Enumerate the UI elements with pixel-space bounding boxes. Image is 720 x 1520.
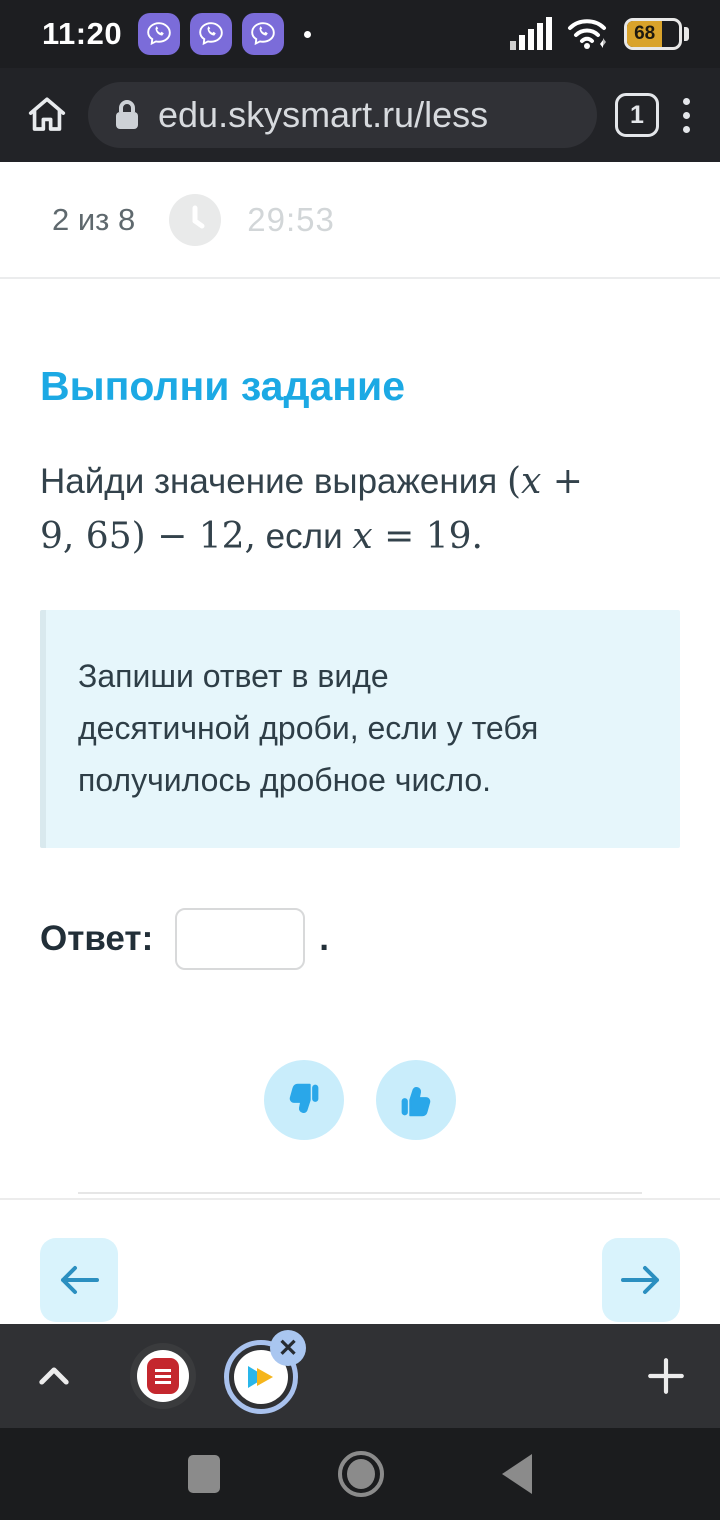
browser-menu-button[interactable]: [677, 92, 696, 139]
thumbs-down-button[interactable]: [264, 1060, 344, 1140]
chevron-up-icon: [36, 1365, 72, 1387]
play-games-shortcut[interactable]: [222, 1336, 302, 1416]
doc-app-icon: [137, 1350, 189, 1402]
arrow-left-icon: [55, 1260, 103, 1300]
hint-box: [40, 610, 680, 848]
previous-task-button[interactable]: [40, 1238, 118, 1322]
timer-value: 29:53: [247, 200, 335, 238]
status-clock: 11:20: [42, 16, 123, 51]
answer-row: [40, 908, 680, 970]
status-bar: [0, 0, 720, 68]
bottom-app-bar: [0, 1324, 720, 1428]
task-navigation: [0, 1198, 720, 1324]
signal-strength-icon: [510, 17, 552, 51]
notification-dot-icon: [304, 31, 311, 38]
close-bubble-button[interactable]: ✕: [270, 1330, 306, 1366]
timer-clock-icon: [169, 194, 221, 246]
web-page: [0, 162, 720, 1324]
new-tab-plus-button[interactable]: [642, 1352, 690, 1400]
home-button[interactable]: [24, 92, 70, 138]
lock-icon: [114, 99, 140, 131]
next-task-button[interactable]: [602, 1238, 680, 1322]
recents-button[interactable]: [188, 1455, 220, 1493]
feedback-buttons: [40, 1060, 680, 1140]
viber-notification-icon: [138, 13, 180, 55]
url-bar[interactable]: [88, 82, 597, 148]
answer-label: Ответ:: [40, 919, 154, 958]
phone-bubble-icon: [249, 20, 277, 48]
hint-text: Запиши ответ в виде: [78, 658, 389, 694]
back-button[interactable]: [502, 1454, 532, 1494]
quiz-header: [0, 162, 720, 279]
task-content: [0, 279, 720, 1194]
viber-notification-icon: [242, 13, 284, 55]
arrow-right-icon: [617, 1260, 665, 1300]
notification-icons: [138, 13, 311, 55]
phone-bubble-icon: [145, 20, 173, 48]
thumbs-down-icon: [281, 1077, 327, 1123]
thumbs-up-button[interactable]: [376, 1060, 456, 1140]
task-line-2: 9, 65) − 12, если x = 19.: [40, 516, 483, 557]
thumbs-up-icon: [393, 1077, 439, 1123]
task-text: [40, 454, 680, 564]
battery-icon: [624, 17, 690, 51]
hint-text: десятичной дроби, если у тебя: [78, 710, 539, 746]
content-divider: [78, 1192, 642, 1194]
collapse-bar-button[interactable]: [30, 1352, 78, 1400]
answer-input[interactable]: [175, 908, 305, 970]
wifi-icon: [566, 16, 610, 52]
tab-switcher-button[interactable]: [615, 93, 659, 137]
android-navigation-bar: [0, 1428, 720, 1520]
phone-bubble-icon: [197, 20, 225, 48]
url-text: edu.skysmart.ru/less: [158, 94, 489, 135]
task-progress: 2 из 8: [52, 201, 136, 237]
tab-count: 1: [630, 100, 644, 129]
plus-icon: [645, 1355, 687, 1397]
doc-app-shortcut[interactable]: [130, 1343, 196, 1409]
page-title: Выполни задание: [40, 363, 406, 409]
task-line-1: Найди значение выражения (x +: [40, 461, 583, 502]
viber-notification-icon: [190, 13, 232, 55]
battery-level: 68: [634, 23, 656, 44]
answer-suffix: .: [319, 919, 329, 958]
android-home-button[interactable]: [338, 1451, 384, 1497]
browser-toolbar: [0, 68, 720, 162]
hint-text: получилось дробное число.: [78, 762, 492, 798]
